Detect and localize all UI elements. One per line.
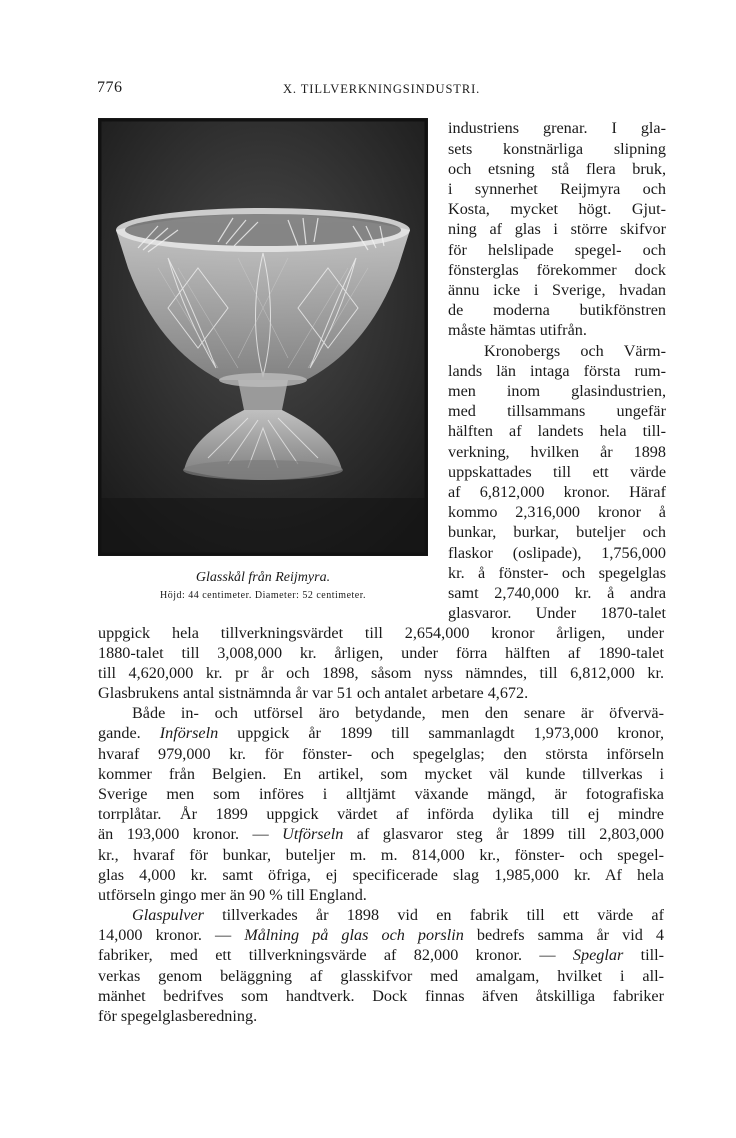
text-run: bedrefs samma år vid 4: [463, 926, 664, 944]
text-line: bunkar, burkar, buteljer och: [448, 523, 666, 541]
text-line: kr., hvaraf för bunkar, buteljer m. m. 814,000 kr., fönster- och spegel-: [98, 846, 664, 864]
text-line: för helslipade spegel- och: [448, 241, 666, 259]
text-line: uppskattades till ett värde: [448, 463, 666, 481]
text-line: Kronobergs och Värm-: [484, 342, 666, 360]
text-line: ning af glas i större skifvor: [448, 220, 666, 238]
text-line: flaskor (oslipade), 1,756,000: [448, 544, 666, 562]
text-run-italic: Införseln: [159, 724, 219, 742]
text-line: glasvaror. Under 1870-talet: [448, 604, 666, 622]
text-line: torrplåtar. År 1899 uppgick värdet af införda dylika till ej mindre: [98, 805, 664, 823]
text-run: 14,000 kronor. —: [98, 926, 245, 944]
text-run: än 193,000 kronor. —: [98, 825, 283, 843]
text-line: 1880-talet till 3,008,000 kr. årligen, under förra hälften af 1890-talet: [98, 644, 664, 662]
text-run: af glasvaror steg år 1899 till 2,803,000: [343, 825, 664, 843]
text-line: [98, 824, 664, 844]
text-run-italic: Utförseln: [282, 825, 344, 843]
text-line: kommer från Belgien. En artikel, som mycket väl kunde tillverkas i: [98, 765, 664, 783]
text-line: Glasbrukens antal sistnämnda år var 51 och antalet arbetare 4,672.: [98, 684, 529, 702]
text-line: industriens grenar. I gla-: [448, 119, 666, 137]
page-header: [97, 79, 665, 101]
page-number: 776: [97, 79, 123, 96]
text-line: glas 4,000 kr. samt öfriga, ej specificerade slag 1,985,000 kr. Af hela: [98, 866, 664, 884]
text-run-italic: Glaspulver: [132, 906, 204, 924]
running-head: X. TILLVERKNINGSINDUSTRI.: [283, 82, 481, 96]
text-line: af 6,812,000 kronor. Häraf: [448, 483, 666, 501]
text-line: med tillsammans ungefär: [448, 402, 666, 420]
caption-dimensions: Höjd: 44 centimeter. Diameter: 52 centimeter.: [159, 590, 367, 601]
text-run: tillverkades år 1898 vid en fabrik till ett värde af: [203, 906, 664, 924]
text-line: för spegelglasberedning.: [98, 1007, 258, 1025]
text-line: sets konstnärliga slipning: [448, 140, 666, 158]
text-run: uppgick år 1899 till sammanlagdt 1,973,000 kronor,: [218, 724, 664, 742]
text-run-italic: Speglar: [572, 946, 624, 964]
text-line: utförseln gingo mer än 90 % till England.: [98, 886, 367, 904]
text-line: lands län intaga första rum-: [448, 362, 666, 380]
figure: [98, 118, 428, 556]
text-line: i synnerhet Reijmyra och: [448, 180, 666, 198]
text-line: verkning, hvilken år 1898: [448, 443, 666, 461]
text-line: samt 2,740,000 kr. å andra: [448, 584, 666, 602]
text-line: Både in- och utförsel äro betydande, men den senare är öfvervä-: [132, 704, 664, 722]
text-line: de moderna butikfönstren: [448, 301, 666, 319]
text-line: ännu icke i Sverige, hvadan: [448, 281, 666, 299]
text-run: fabriker, med ett tillverkningsvärde af 82,000 kronor. —: [98, 946, 573, 964]
text-line: [98, 945, 664, 965]
text-line: måste hämtas utifrån.: [448, 321, 587, 339]
text-line: kr. å fönster- och spegelglas: [448, 564, 666, 582]
text-line: [132, 905, 664, 925]
glass-bowl-photo: [98, 118, 428, 556]
text-run-italic: Målning på glas och porslin: [244, 926, 464, 944]
text-line: och etsning stå flera bruk,: [448, 160, 666, 178]
text-run: till-: [623, 946, 664, 964]
text-line: fönsterglas förekommer dock: [448, 261, 666, 279]
text-line: Kosta, mycket högt. Gjut-: [448, 200, 666, 218]
text-line: mänhet bedrifves som handtverk. Dock finnas äfven åtskilliga fabriker: [98, 987, 664, 1005]
text-line: Sverige men som införes i alltjämt växande mängd, är fotografiska: [98, 785, 664, 803]
text-line: till 4,620,000 kr. pr år och 1898, såsom nyss nämndes, till 6,812,000 kr.: [98, 664, 664, 682]
text-line: verkas genom beläggning af glasskifvor med amalgam, hvilket i all-: [98, 967, 664, 985]
text-run: gande.: [98, 724, 160, 742]
text-line: kommo 2,316,000 kronor å: [448, 503, 666, 521]
caption-title: Glasskål från Reijmyra.: [195, 570, 331, 585]
text-line: [98, 723, 664, 743]
text-line: [98, 925, 664, 945]
text-line: hälften af landets hela till-: [448, 422, 666, 440]
text-line: hvaraf 979,000 kr. för fönster- och spegelglas; den största införseln: [98, 745, 664, 763]
figure-caption: [98, 570, 428, 603]
text-line: men inom glasindustrien,: [448, 382, 666, 400]
text-line: uppgick hela tillverkningsvärdet till 2,654,000 kronor årligen, under: [98, 624, 664, 642]
